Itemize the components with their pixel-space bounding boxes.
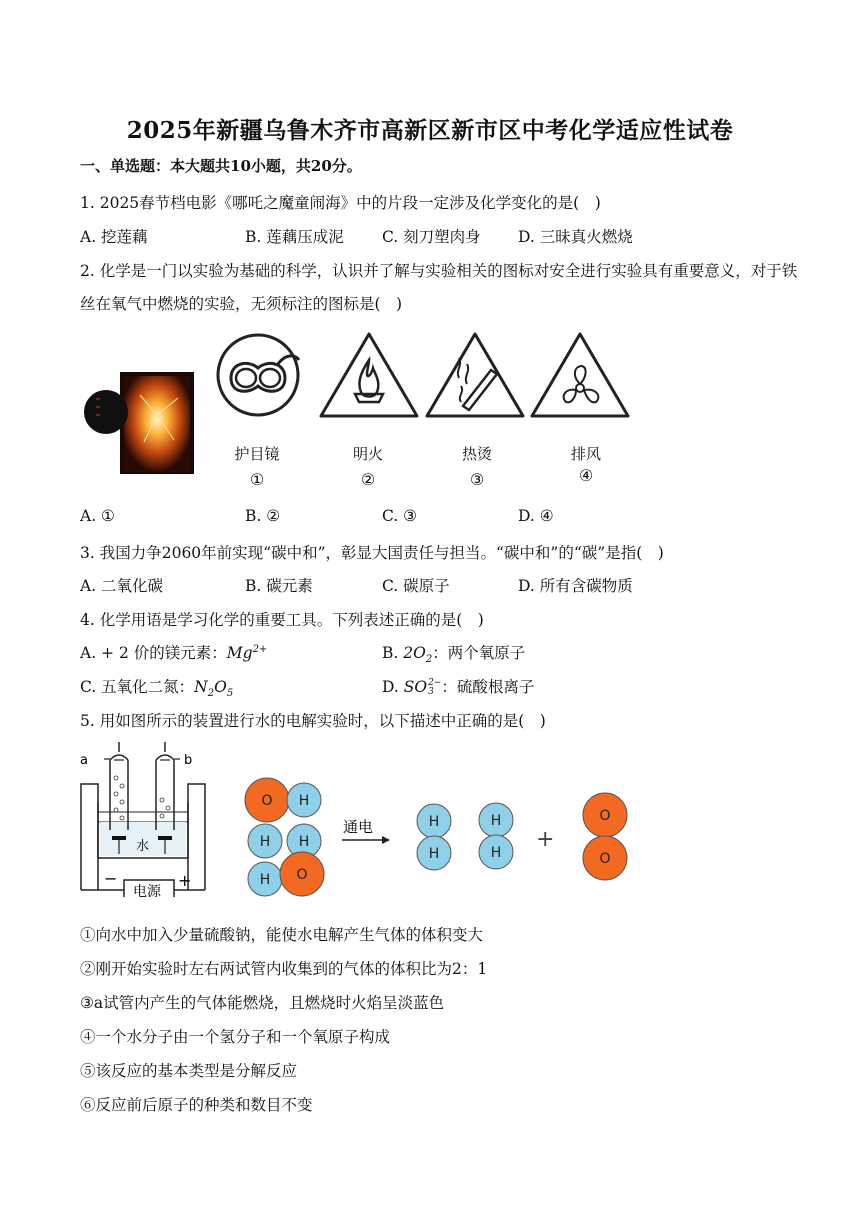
q5-statement-2: ②刚开始实验时左右两试管内收集到的气体的体积比为2：1 [80,960,488,978]
q5-statement-3: ③a试管内产生的气体能燃烧，且燃烧时火焰呈淡蓝色 [80,994,445,1012]
q3-option-a[interactable]: A. 二氧化碳 [80,577,164,595]
open-flame-icon [317,330,421,420]
reaction-plus-sign: + [536,827,555,852]
q4-option-d-text: ：硫酸根离子 [441,678,535,696]
goggles-number: ① [249,470,265,489]
q1-option-d[interactable]: D. 三昧真火燃烧 [518,228,633,246]
reaction-arrow-head [382,836,390,844]
atom-label-o: O [599,851,611,867]
ventilation-number: ④ [578,466,594,485]
atom-label-o: O [599,808,611,824]
atom-label-o: O [296,867,308,883]
q4-option-d-subscript: 3 [428,687,434,697]
atom-label-h: H [259,834,271,850]
atom-label-h: H [428,846,440,862]
q4-option-b-subscript: 2 [425,654,433,666]
tube-b-label: b [184,753,193,768]
atom-label-h: H [298,793,310,809]
atom-label-h: H [259,872,271,888]
page-title: 2025年新疆乌鲁木齐市高新区新市区中考化学适应性试卷 [126,117,734,144]
power-label: 电源 [133,884,161,897]
q4-option-b-text: ：两个氧原子 [432,644,526,662]
hot-surface-icon [423,330,527,420]
atom-label-h: H [428,814,440,830]
atom-label-h: H [490,813,502,829]
q3-stem: 3. 我国力争2060年前实现“碳中和”，彰显大国责任与担当。“碳中和”的“碳”是指( ) [80,544,664,562]
q4-option-c-sub-o: 5 [226,688,234,700]
q5-stem: 5. 用如图所示的装置进行水的电解实验时，以下描述中正确的是( ) [80,712,546,730]
q5-statement-1: ①向水中加入少量硫酸钠，能使水电解产生气体的体积变大 [80,926,484,944]
open-flame-number: ② [360,470,376,489]
q2-option-d[interactable]: D. ④ [518,507,554,525]
q4-stem: 4. 化学用语是学习化学的重要工具。下列表述正确的是( ) [80,611,484,629]
q2-option-b[interactable]: B. ② [245,507,281,525]
q4-option-d-formula: SO [403,678,428,696]
q4-option-a[interactable] [80,641,267,663]
q3-option-c[interactable]: C. 碳原子 [382,577,450,595]
q2-option-a[interactable]: A. ① [80,507,115,525]
goggles-label: 护目镜 [234,445,280,463]
iron-burning-photo [82,370,196,476]
q4-option-c-text: C. 五氧化二氮： [80,678,195,696]
q5-statement-6: ⑥反应前后原子的种类和数目不变 [80,1096,313,1114]
minus-label: − [104,869,118,888]
q3-option-d[interactable]: D. 所有含碳物质 [518,577,633,595]
tube-a-label: a [80,753,88,768]
q2-stem-line1: 2. 化学是一门以实验为基础的科学，认识并了解与实验相关的图标对安全进行实验具有重要意义，对于铁 [80,262,798,280]
goggles-icon [215,332,301,418]
electrolysis-apparatus [78,742,213,897]
q4-option-b-formula: 2O [403,644,426,662]
q4-option-a-formula: Mg [226,644,253,662]
water-electrolysis-molecule-diagram [238,770,638,900]
q5-statement-5: ⑤该反应的基本类型是分解反应 [80,1062,298,1080]
q4-option-d-prefix: D. [382,678,404,696]
section-header: 一、单选题：本大题共10小题，共20分。 [80,157,362,175]
q4-option-d[interactable] [382,675,534,697]
q4-option-b-prefix: B. [382,644,404,662]
atom-label-h: H [490,845,502,861]
water-label: 水 [136,839,150,854]
q3-option-b[interactable]: B. 碳元素 [245,577,313,595]
q4-option-b[interactable] [382,641,525,665]
reaction-condition-label: 通电 [343,818,374,836]
q4-option-c-formula-o: O [214,678,227,696]
q1-stem: 1. 2025春节档电影《哪吒之魔童闹海》中的片段一定涉及化学变化的是( ) [80,194,601,212]
atom-label-h: H [298,834,310,850]
q2-stem-line2: 丝在氧气中燃烧的实验，无须标注的图标是( ) [80,295,403,313]
hot-surface-label: 热烫 [461,445,492,463]
atom-label-o: O [261,793,273,809]
q4-option-c-formula-n: N [194,678,208,696]
q4-option-c-sub-n: 2 [207,688,215,700]
open-flame-label: 明火 [352,445,383,463]
q4-option-a-charge: 2+ [252,643,268,655]
q4-option-d-charge: 2− [428,678,442,688]
q5-statement-4: ④一个水分子由一个氢分子和一个氧原子构成 [80,1028,391,1046]
ventilation-icon [528,330,632,420]
q1-option-a[interactable]: A. 挖莲藕 [80,228,148,246]
q4-option-c[interactable] [80,675,233,699]
q1-option-c[interactable]: C. 刻刀塑肉身 [382,228,481,246]
q1-option-b[interactable]: B. 莲藕压成泥 [245,228,344,246]
plus-label: + [178,871,192,890]
hot-surface-number: ③ [469,470,485,489]
q4-option-a-text: A. + 2 价的镁元素： [80,644,227,662]
q2-option-c[interactable]: C. ③ [382,507,418,525]
ventilation-label: 排风 [570,445,601,463]
